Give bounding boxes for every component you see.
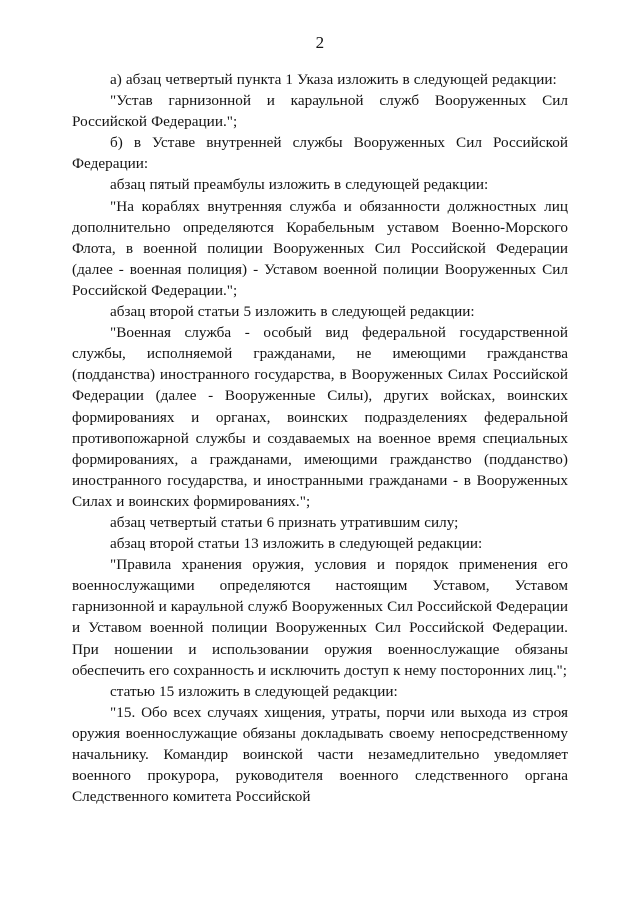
paragraph-na-korablyah: "На кораблях внутренняя служба и обязанности должностных лиц дополнительно определяются Корабельным уставом Военно-Морского Флота, в военной полиции Вооруженных Сил Российской Федерации (далее - военная полиция) - Уставом военной полиции Вооруженных Сил Российской Федерации."; [72, 197, 568, 299]
paragraph-15-obo-vseh: "15. Обо всех случаях хищения, утраты, порчи или выхода из строя оружия военнослужащие обязаны докладывать своему непосредственному начальнику. Командир воинской части незамедлительно уведомляет военного прокурора, руководителя военного следственного органа Следственного комитета Российской [72, 703, 568, 806]
paragraph-abzac-chetvertyy-st6: абзац четвертый статьи 6 признать утратившим силу; [110, 513, 459, 531]
paragraph-statyu-15: статью 15 изложить в следующей редакции: [110, 682, 398, 700]
paragraph-voennaya-sluzhba: "Военная служба - особый вид федеральной государственной службы, исполняемой гражданами, не имеющими гражданства (подданства) иностранного государства, в Вооруженных Силах Российской Федерации (далее - Вооруженные Силы), других войсках, воинских формированиях и органах, воинских подразделениях федеральной противопожарной службы и создаваемых на военное время специальных формированиях, а гражданами, имеющими гражданство (подданство) иностранного государства, и иностранными гражданами - в Вооруженных Силах и воинских формированиях."; [72, 324, 568, 510]
paragraph-abzac-vtoroy-st13: абзац второй статьи 13 изложить в следующей редакции: [110, 535, 483, 553]
page-number: 2 [315, 33, 325, 52]
paragraph-pravila-hraneniya: "Правила хранения оружия, условия и порядок применения его военнослужащими определяются настоящим Уставом, Уставом гарнизонной и караульной служб Вооруженных Сил Российской Федерации и Уставом военной полиции Вооруженных Сил Российской Федерации. При ношении и использовании оружия военнослужащие обязаны обеспечить его сохранность и исключить доступ к нему посторонних лиц."; [72, 556, 568, 679]
paragraph-abzac-pyatyy-preambuly: абзац пятый преамбулы изложить в следующей редакции: [110, 176, 489, 194]
paragraph-ustav-garnizonnoy: "Устав гарнизонной и караульной служб Вооруженных Сил Российской Федерации."; [72, 92, 568, 131]
document-body [72, 69, 568, 807]
paragraph-abzac-vtoroy-st5: абзац второй статьи 5 изложить в следующей редакции: [110, 303, 475, 321]
paragraph-b-ustav-vnutrenney: б) в Уставе внутренней службы Вооруженных Сил Российской Федерации: [72, 134, 568, 173]
paragraph-a-ukaz: а) абзац четвертый пункта 1 Указа изложить в следующей редакции: [110, 71, 557, 88]
